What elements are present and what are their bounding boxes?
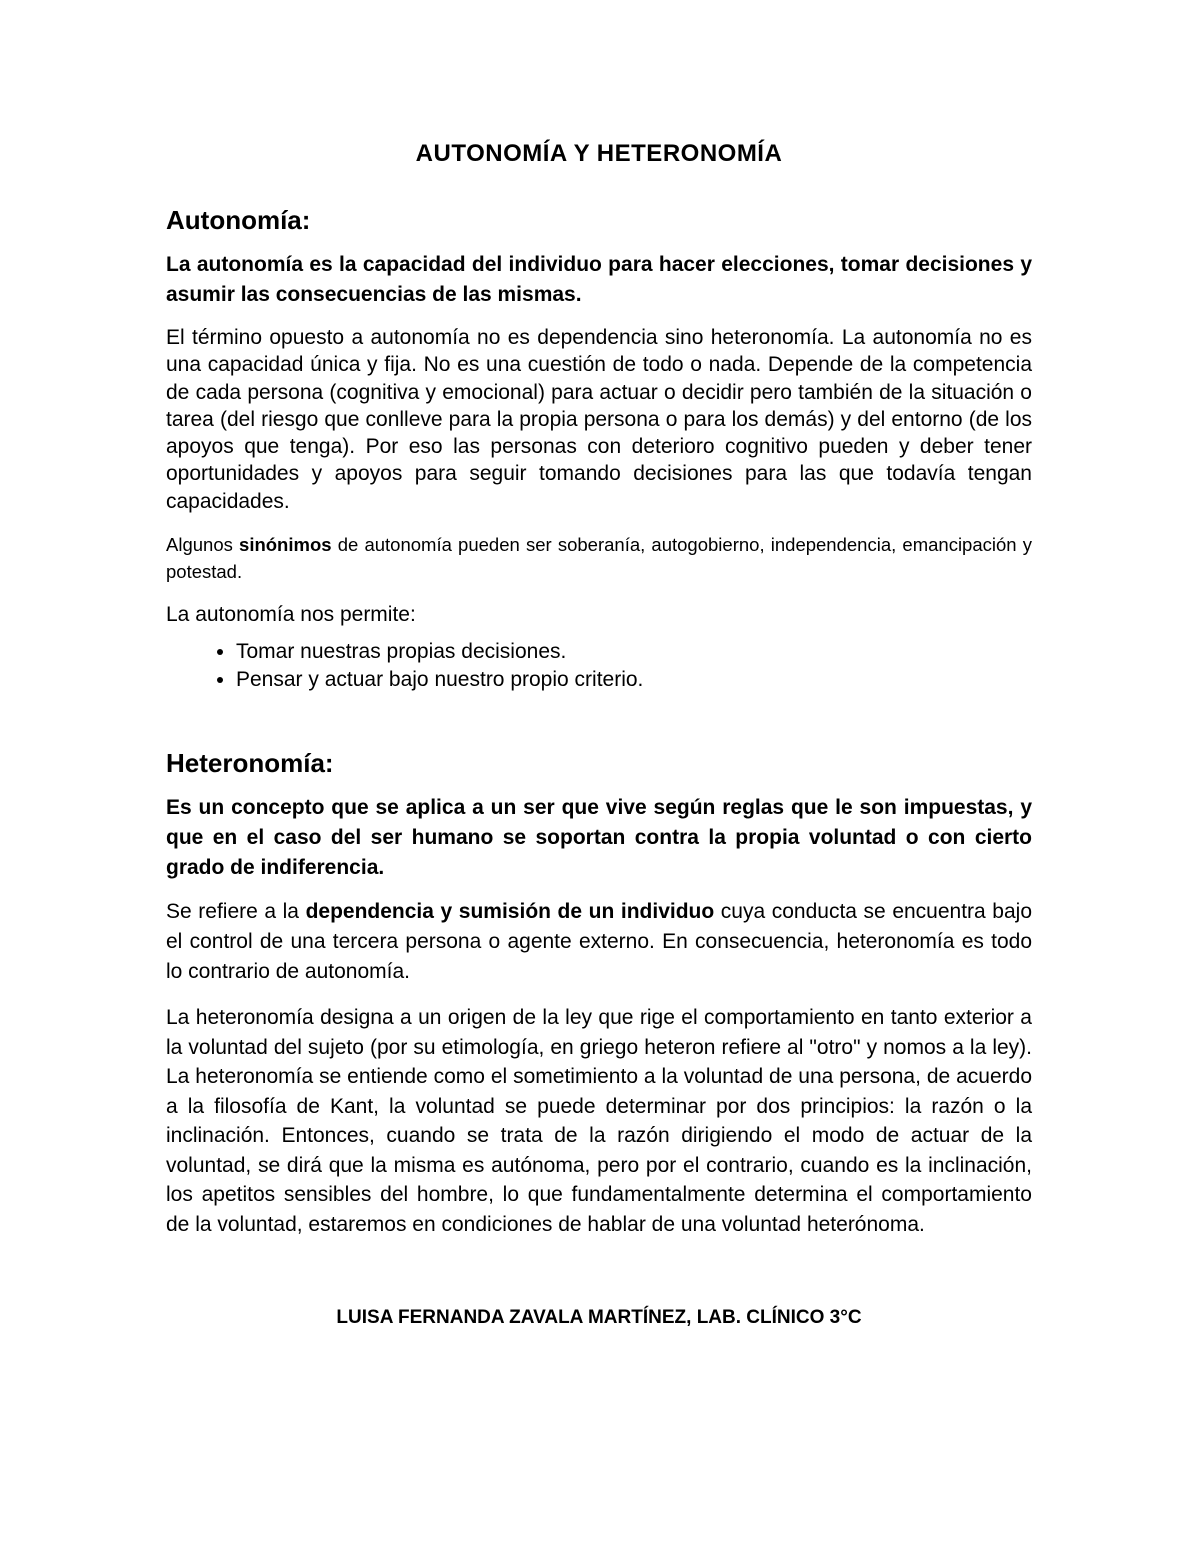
synonyms-bold: sinónimos [239, 534, 332, 556]
refers-bold: dependencia y sumisión de un individuo [305, 900, 715, 924]
autonomy-allows-list [166, 638, 1032, 694]
author-footer: LUISA FERNANDA ZAVALA MARTÍNEZ, LAB. CLÍNICO 3°C [336, 1307, 862, 1329]
heteronomy-refers [166, 897, 1032, 987]
heteronomy-heading: Heteronomía: [166, 748, 334, 779]
heteronomy-definition: Es un concepto que se aplica a un ser que vive según reglas que le son impuestas, y que en el caso del ser humano se soportan contra la propia voluntad o con cierto grado de indiferencia. [166, 796, 1032, 880]
document-page [166, 140, 1032, 1329]
heteronomy-paragraph: La heteronomía designa a un origen de la ley que rige el comportamiento en tanto exterior a la voluntad del sujeto (por su etimología, en griego heteron refiere al "otro" y nomos a la ley). La heteronomía se entiende como el sometimiento a la voluntad de una persona, de acuerdo a la filosofía de Kant, la voluntad se puede determinar por dos principios: la razón o la inclinación. Entonces, cuando se trata de la razón dirigiendo el modo de actuar de la voluntad, se dirá que la misma es autónoma, pero por el contrario, cuando es la inclinación, los apetitos sensibles del hombre, lo que fundamentalmente determina el comportamiento de la voluntad, estaremos en condiciones de hablar de una voluntad heterónoma. [166, 1006, 1032, 1236]
autonomy-definition: La autonomía es la capacidad del individuo para hacer elecciones, tomar decisiones y asumir las consecuencias de las mismas. [166, 252, 1032, 306]
autonomy-paragraph: El término opuesto a autonomía no es dependencia sino heteronomía. La autonomía no es una capacidad única y fija. No es una cuestión de todo o nada. Depende de la competencia de cada persona (cognitiva y emocional) para actuar o decidir pero también de la situación o tarea (del riesgo que conlleve para la propia persona o para los demás) y del entorno (de los apoyos que tenga). Por eso las personas con deterioro cognitivo pueden y deber tener oportunidades y apoyos para seguir tomando decisiones para las que todavía tengan capacidades. [166, 325, 1032, 513]
autonomy-synonyms [166, 531, 1032, 585]
refers-suffix: cuya conducta se encuentra bajo el control de una tercera persona o agente externo. En consecuencia, heteronomía es todo lo contrario de autonomía. [166, 900, 1033, 984]
autonomy-heading: Autonomía: [166, 204, 311, 235]
refers-prefix: Se refiere a la [166, 900, 306, 924]
document-title: AUTONOMÍA Y HETERONOMÍA [415, 140, 783, 167]
synonyms-suffix: de autonomía pueden ser soberanía, autogobierno, independencia, emancipación y potestad. [166, 534, 1032, 583]
list-item: • Pensar y actuar bajo nuestro propio criterio. [236, 666, 1032, 694]
heteronomy-section [166, 748, 1032, 1239]
autonomy-allows-intro: La autonomía nos permite: [166, 603, 416, 627]
list-item: • Tomar nuestras propias decisiones. [236, 638, 1032, 666]
synonyms-prefix: Algunos [166, 534, 240, 556]
